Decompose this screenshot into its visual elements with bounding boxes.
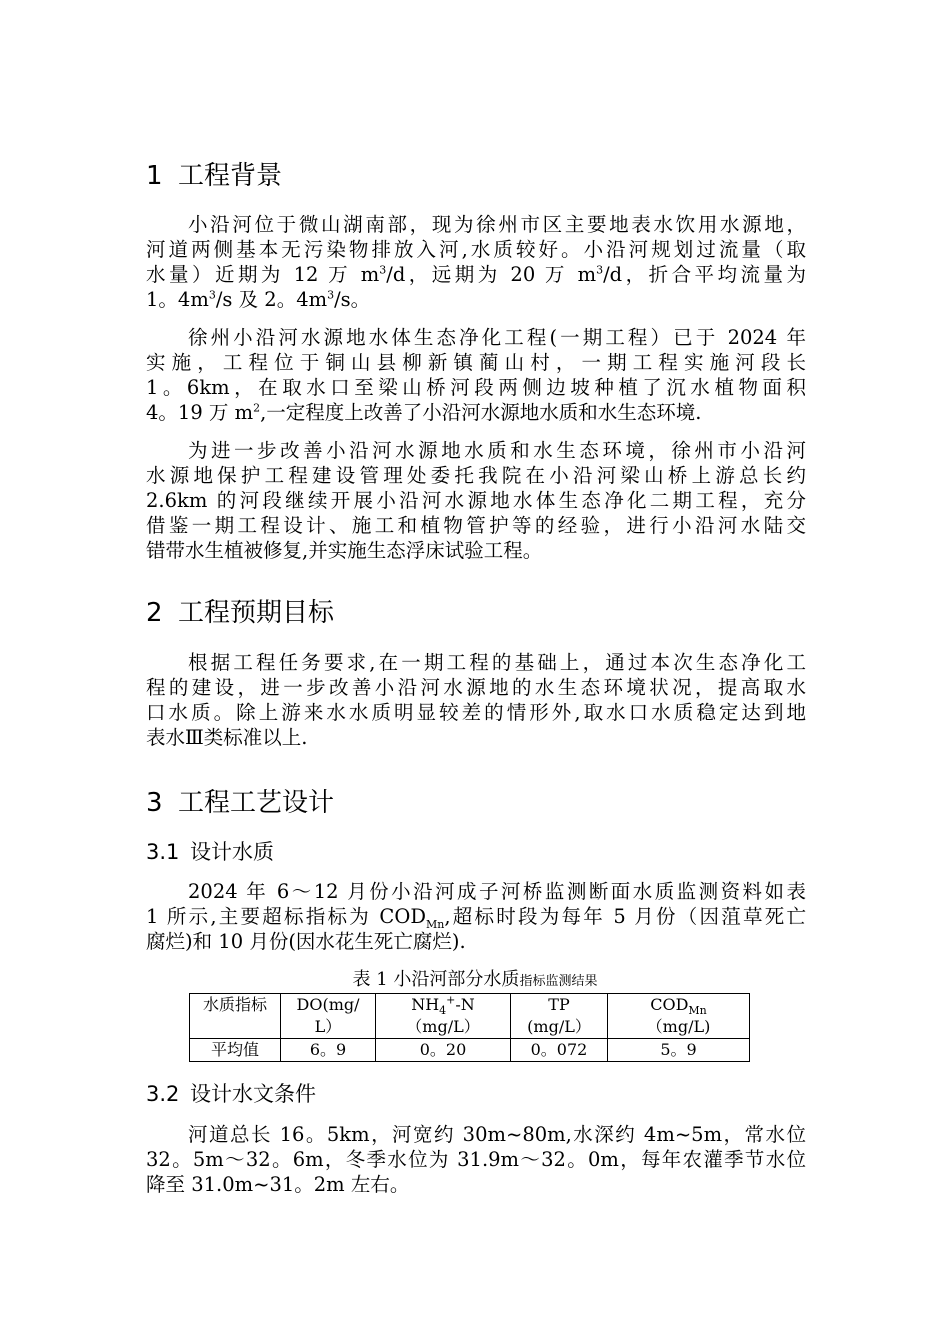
text-line xyxy=(146,287,806,312)
section-heading-3 xyxy=(146,786,334,820)
cell-text: TP xyxy=(548,995,570,1014)
table-cell: 0。072 xyxy=(511,1039,608,1062)
section-number: 1 xyxy=(146,161,163,191)
table-header-cell xyxy=(190,994,281,1039)
text-line: 腐烂)和 10 月份(因水花生死亡腐烂). xyxy=(146,930,466,953)
table-cell: 平均值 xyxy=(190,1039,281,1062)
section-title: 工程预期目标 xyxy=(178,598,335,628)
text-line xyxy=(146,904,806,929)
table-header-cell xyxy=(281,994,376,1039)
section-number: 3.1 xyxy=(146,840,180,864)
cell-text: COD xyxy=(650,995,689,1014)
section-heading-1 xyxy=(146,159,282,193)
cell-text: 水质指标 xyxy=(202,995,267,1014)
table-row xyxy=(190,1039,750,1062)
paragraph-hydrology xyxy=(146,1122,806,1197)
superscript: + xyxy=(446,993,456,1007)
text-line: 程的建设，进一步改善小沿河水源地的水生态环境状况，提高取水 xyxy=(146,676,806,699)
text-line: 表水Ⅲ类标准以上. xyxy=(146,726,308,749)
cell-text: (mg/L） xyxy=(527,1017,591,1036)
text-segment: 4。19 万 m xyxy=(146,401,254,424)
text-line: 水源地保护工程建设管理处委托我院在小沿河梁山桥上游总长约 xyxy=(146,464,806,487)
table-cell: 5。9 xyxy=(608,1039,750,1062)
text-line: 小沿河位于微山湖南部，现为徐州市区主要地表水饮用水源地， xyxy=(188,213,806,236)
subscript: 4 xyxy=(439,1004,447,1018)
text-segment: /s。 xyxy=(334,288,371,311)
paragraph-water-quality xyxy=(146,879,806,954)
section-title: 设计水文条件 xyxy=(190,1082,316,1106)
text-line: 32。5m～32。6m，冬季水位为 31.9m～32。0m，每年农灌季节水位 xyxy=(146,1148,806,1171)
text-segment: /d，折合平均流量为 xyxy=(603,263,806,286)
text-line: 借鉴一期工程设计、施工和植物管护等的经验，进行小沿河水陆交 xyxy=(146,514,806,537)
section-title: 工程背景 xyxy=(178,161,283,191)
text-line xyxy=(146,262,806,287)
paragraph-background-3 xyxy=(146,438,806,563)
text-line: 降至 31.0m~31。2m 左右。 xyxy=(146,1173,410,1196)
water-quality-table xyxy=(189,993,750,1062)
text-line: 为进一步改善小沿河水源地水质和水生态环境，徐州市小沿河 xyxy=(188,439,806,462)
table-header-cell xyxy=(511,994,608,1039)
table-header-row xyxy=(190,994,750,1039)
text-line: 1。6km，在取水口至梁山桥河段两侧边坡种植了沉水植物面积 xyxy=(146,376,806,399)
subsection-heading-3-1 xyxy=(146,838,274,866)
caption-small: 指标监测结果 xyxy=(519,974,598,989)
text-line: 2.6km 的河段继续开展小沿河水源地水体生态净化二期工程，充分 xyxy=(146,489,806,512)
table-header-cell xyxy=(608,994,750,1039)
subscript: Mn xyxy=(425,917,445,931)
text-segment: /s 及 2。4m xyxy=(215,288,328,311)
section-title: 设计水质 xyxy=(190,840,274,864)
cell-text: L） xyxy=(314,1017,342,1036)
cell-text: NH xyxy=(411,995,440,1014)
cell-text: （mg/L） xyxy=(406,1017,480,1036)
paragraph-goal xyxy=(146,650,806,750)
text-line: 河道总长 16。5km，河宽约 30m~80m,水深约 4m~5m，常水位 xyxy=(188,1123,806,1146)
text-segment: /d，远期为 20 万 m xyxy=(386,263,597,286)
text-segment: ,一定程度上改善了小沿河水源地水质和水生态环境. xyxy=(260,401,702,424)
text-line xyxy=(146,400,806,425)
superscript: 3 xyxy=(379,263,387,277)
text-line: 错带水生植被修复,并实施生态浮床试验工程。 xyxy=(146,539,543,562)
table-header-cell xyxy=(376,994,511,1039)
section-number: 3.2 xyxy=(146,1082,180,1106)
superscript: 3 xyxy=(208,288,216,302)
table-caption xyxy=(0,969,950,993)
section-heading-2 xyxy=(146,596,334,630)
text-line: 实施，工程位于铜山县柳新镇蔺山村，一期工程实施河段长 xyxy=(146,351,806,374)
table-cell: 0。20 xyxy=(376,1039,511,1062)
text-line: 2024 年 6～12 月份小沿河成子河桥监测断面水质监测资料如表 xyxy=(188,880,806,903)
section-number: 2 xyxy=(146,598,163,628)
superscript: 2 xyxy=(253,401,261,415)
text-segment: 1。4m xyxy=(146,288,209,311)
cell-text: -N xyxy=(455,995,475,1014)
text-line: 徐州小沿河水源地水体生态净化工程(一期工程）已于 2024 年 xyxy=(188,326,806,349)
subsection-heading-3-2 xyxy=(146,1080,316,1108)
paragraph-background-2 xyxy=(146,325,806,425)
subscript: Mn xyxy=(688,1004,707,1018)
caption-main: 表 1 小沿河部分水质 xyxy=(352,969,520,990)
cell-text: DO(mg/ xyxy=(296,995,360,1014)
text-line: 根据工程任务要求,在一期工程的基础上，通过本次生态净化工 xyxy=(188,651,806,674)
section-number: 3 xyxy=(146,788,163,818)
table-cell: 6。9 xyxy=(281,1039,376,1062)
superscript: 3 xyxy=(596,263,604,277)
paragraph-background-1 xyxy=(146,212,806,312)
section-title: 工程工艺设计 xyxy=(178,788,335,818)
text-line: 河道两侧基本无污染物排放入河,水质较好。小沿河规划过流量（取 xyxy=(146,238,806,261)
superscript: 3 xyxy=(327,288,335,302)
text-segment: 1 所示,主要超标指标为 COD xyxy=(146,905,426,928)
text-segment: 水量）近期为 12 万 m xyxy=(146,263,380,286)
text-line: 口水质。除上游来水水质明显较差的情形外,取水口水质稳定达到地 xyxy=(146,701,806,724)
cell-text: （mg/L) xyxy=(646,1017,711,1036)
text-segment: ,超标时段为每年 5 月份（因菹草死亡 xyxy=(444,905,806,928)
